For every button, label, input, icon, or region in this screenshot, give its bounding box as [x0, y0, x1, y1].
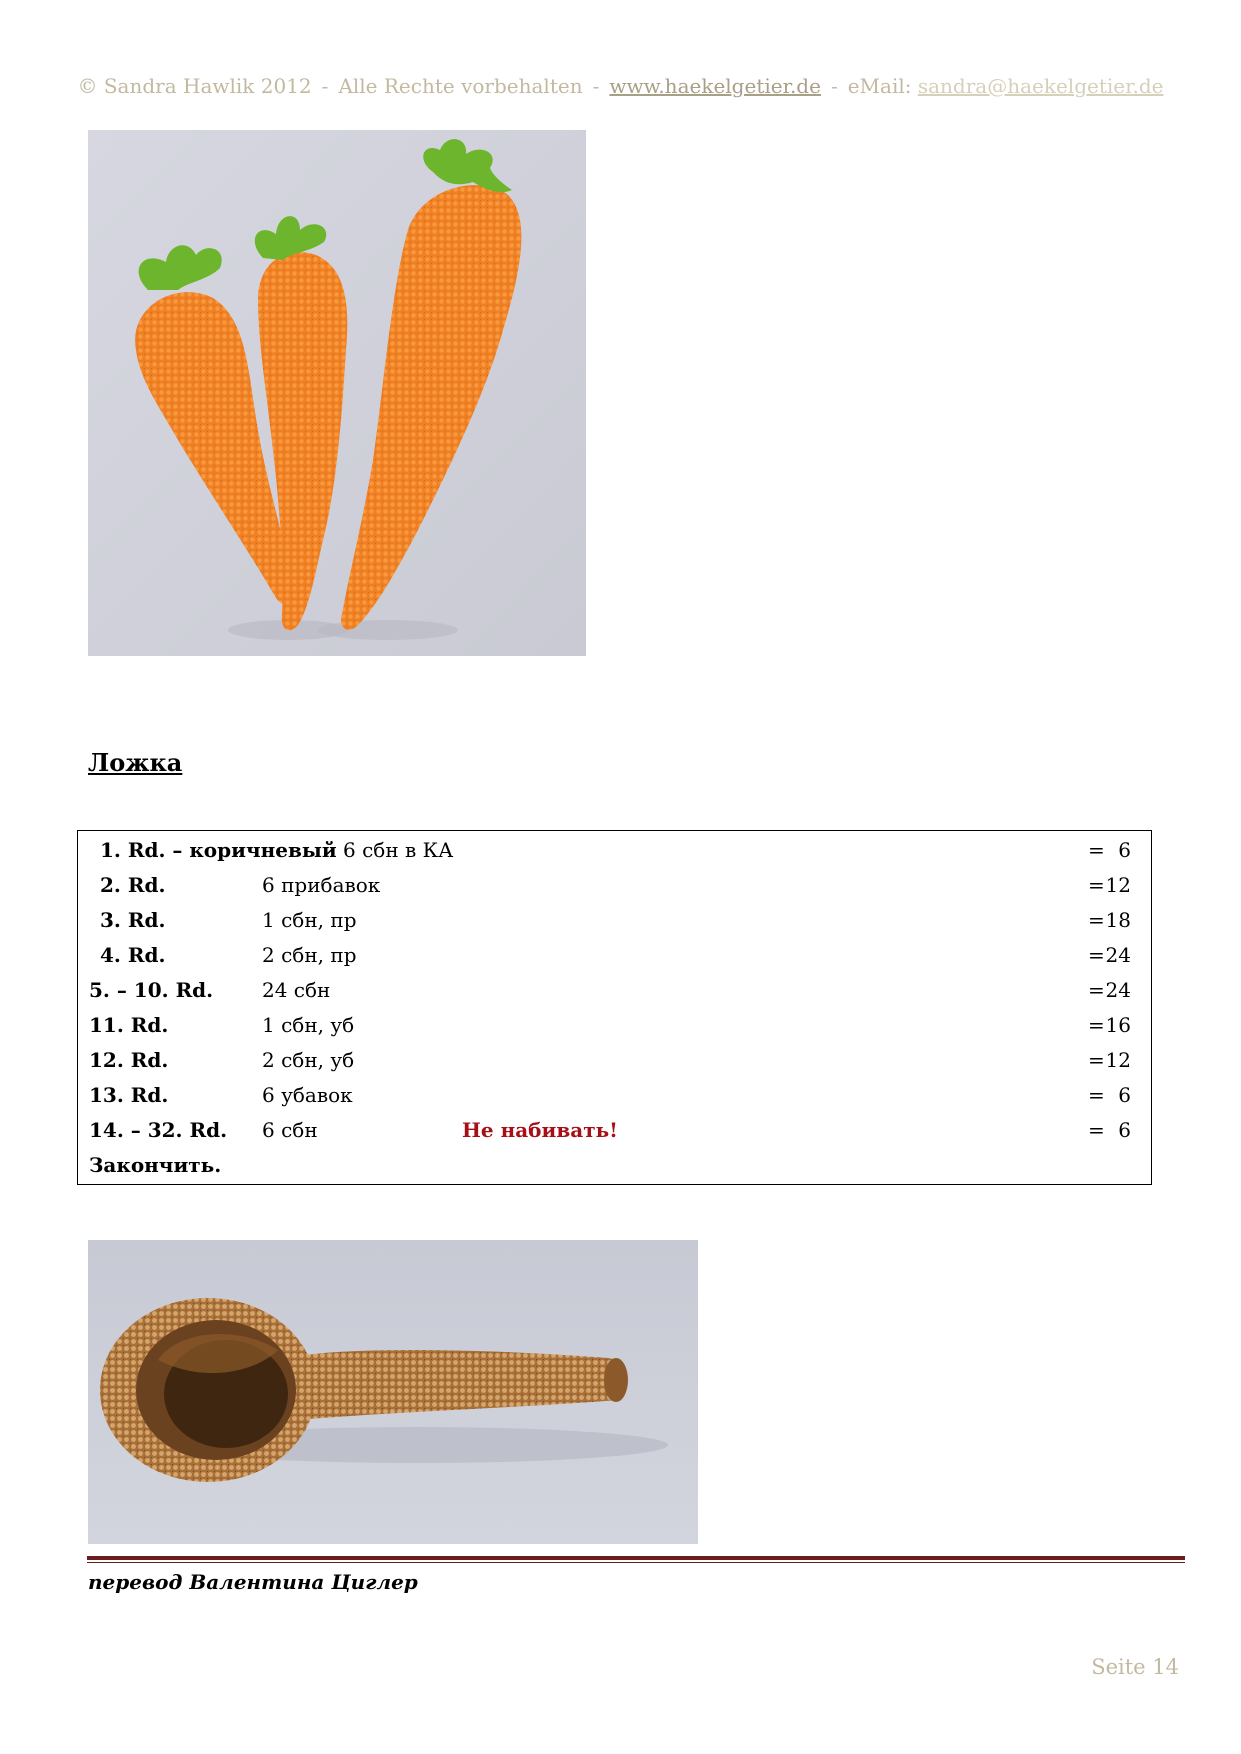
round-instruction: 6 сбн в КА	[343, 838, 454, 862]
stitch-count: 24	[1105, 978, 1131, 1002]
equals-sign: =	[1088, 943, 1105, 967]
email-link[interactable]: sandra@haekelgetier.de	[917, 74, 1164, 98]
stitch-count: 6	[1118, 838, 1131, 862]
finish-label: Закончить.	[89, 1153, 222, 1177]
round-label: 1. Rd. – коричневый	[100, 838, 337, 862]
pattern-row	[78, 903, 1151, 937]
section-title: Ложка	[88, 748, 183, 777]
equals-sign: =	[1088, 1048, 1105, 1072]
pattern-row	[78, 1078, 1151, 1112]
round-instruction: 6 сбн	[262, 1118, 318, 1142]
stitch-count: 16	[1105, 1013, 1131, 1037]
carrots-photo	[88, 130, 586, 656]
round-instruction: 6 прибавок	[262, 873, 381, 897]
pattern-row	[78, 868, 1151, 902]
page-number: Seite 14	[1091, 1655, 1179, 1679]
equals-sign: =	[1088, 873, 1105, 897]
round-instruction: 24 сбн	[262, 978, 331, 1002]
round-label: 2. Rd.	[100, 873, 166, 897]
round-label: 13. Rd.	[89, 1083, 169, 1107]
round-instruction: 2 сбн, пр	[262, 943, 357, 967]
footer-rule-thick	[87, 1556, 1185, 1560]
color-label: – коричневый	[172, 838, 337, 862]
header-separator: -	[321, 74, 329, 98]
pattern-row	[78, 1113, 1151, 1147]
page-header	[0, 74, 1241, 98]
pattern-row	[78, 1008, 1151, 1042]
round-instruction: 1 сбн, пр	[262, 908, 357, 932]
round-instruction: 1 сбн, уб	[262, 1013, 355, 1037]
stitch-count: 12	[1105, 873, 1131, 897]
round-label: 5. – 10. Rd.	[89, 978, 214, 1002]
stitch-count: 6	[1118, 1118, 1131, 1142]
translator-credit: перевод Валентина Циглер	[88, 1570, 418, 1594]
pattern-row	[78, 973, 1151, 1007]
stitch-count: 24	[1105, 943, 1131, 967]
equals-sign: =	[1088, 1118, 1105, 1142]
copyright-text: © Sandra Hawlik 2012	[77, 74, 312, 98]
pattern-row	[78, 938, 1151, 972]
website-link[interactable]: www.haekelgetier.de	[609, 74, 821, 98]
equals-sign: =	[1088, 978, 1105, 1002]
round-label: 3. Rd.	[100, 908, 166, 932]
stitch-count: 12	[1105, 1048, 1131, 1072]
stitch-count: 6	[1118, 1083, 1131, 1107]
pattern-row	[78, 1043, 1151, 1077]
round-instruction: 2 сбн, уб	[262, 1048, 355, 1072]
equals-sign: =	[1088, 1083, 1105, 1107]
round-label: 14. – 32. Rd.	[89, 1118, 228, 1142]
equals-sign: =	[1088, 908, 1105, 932]
pattern-row	[78, 833, 1151, 867]
email-label: eMail:	[847, 74, 912, 98]
header-separator: -	[592, 74, 600, 98]
round-label: 4. Rd.	[100, 943, 166, 967]
spoon-photo	[88, 1240, 698, 1544]
stitch-count: 18	[1105, 908, 1131, 932]
warning-note: Не набивать!	[462, 1118, 618, 1142]
footer-rule-thin	[87, 1562, 1185, 1563]
round-instruction: 6 убавок	[262, 1083, 353, 1107]
header-separator: -	[830, 74, 838, 98]
round-label: 12. Rd.	[89, 1048, 169, 1072]
equals-sign: =	[1088, 1013, 1105, 1037]
round-label: 11. Rd.	[89, 1013, 169, 1037]
pattern-table	[77, 830, 1152, 1185]
rights-text: Alle Rechte vorbehalten	[338, 74, 583, 98]
pattern-row	[78, 1148, 1151, 1182]
equals-sign: =	[1088, 838, 1105, 862]
